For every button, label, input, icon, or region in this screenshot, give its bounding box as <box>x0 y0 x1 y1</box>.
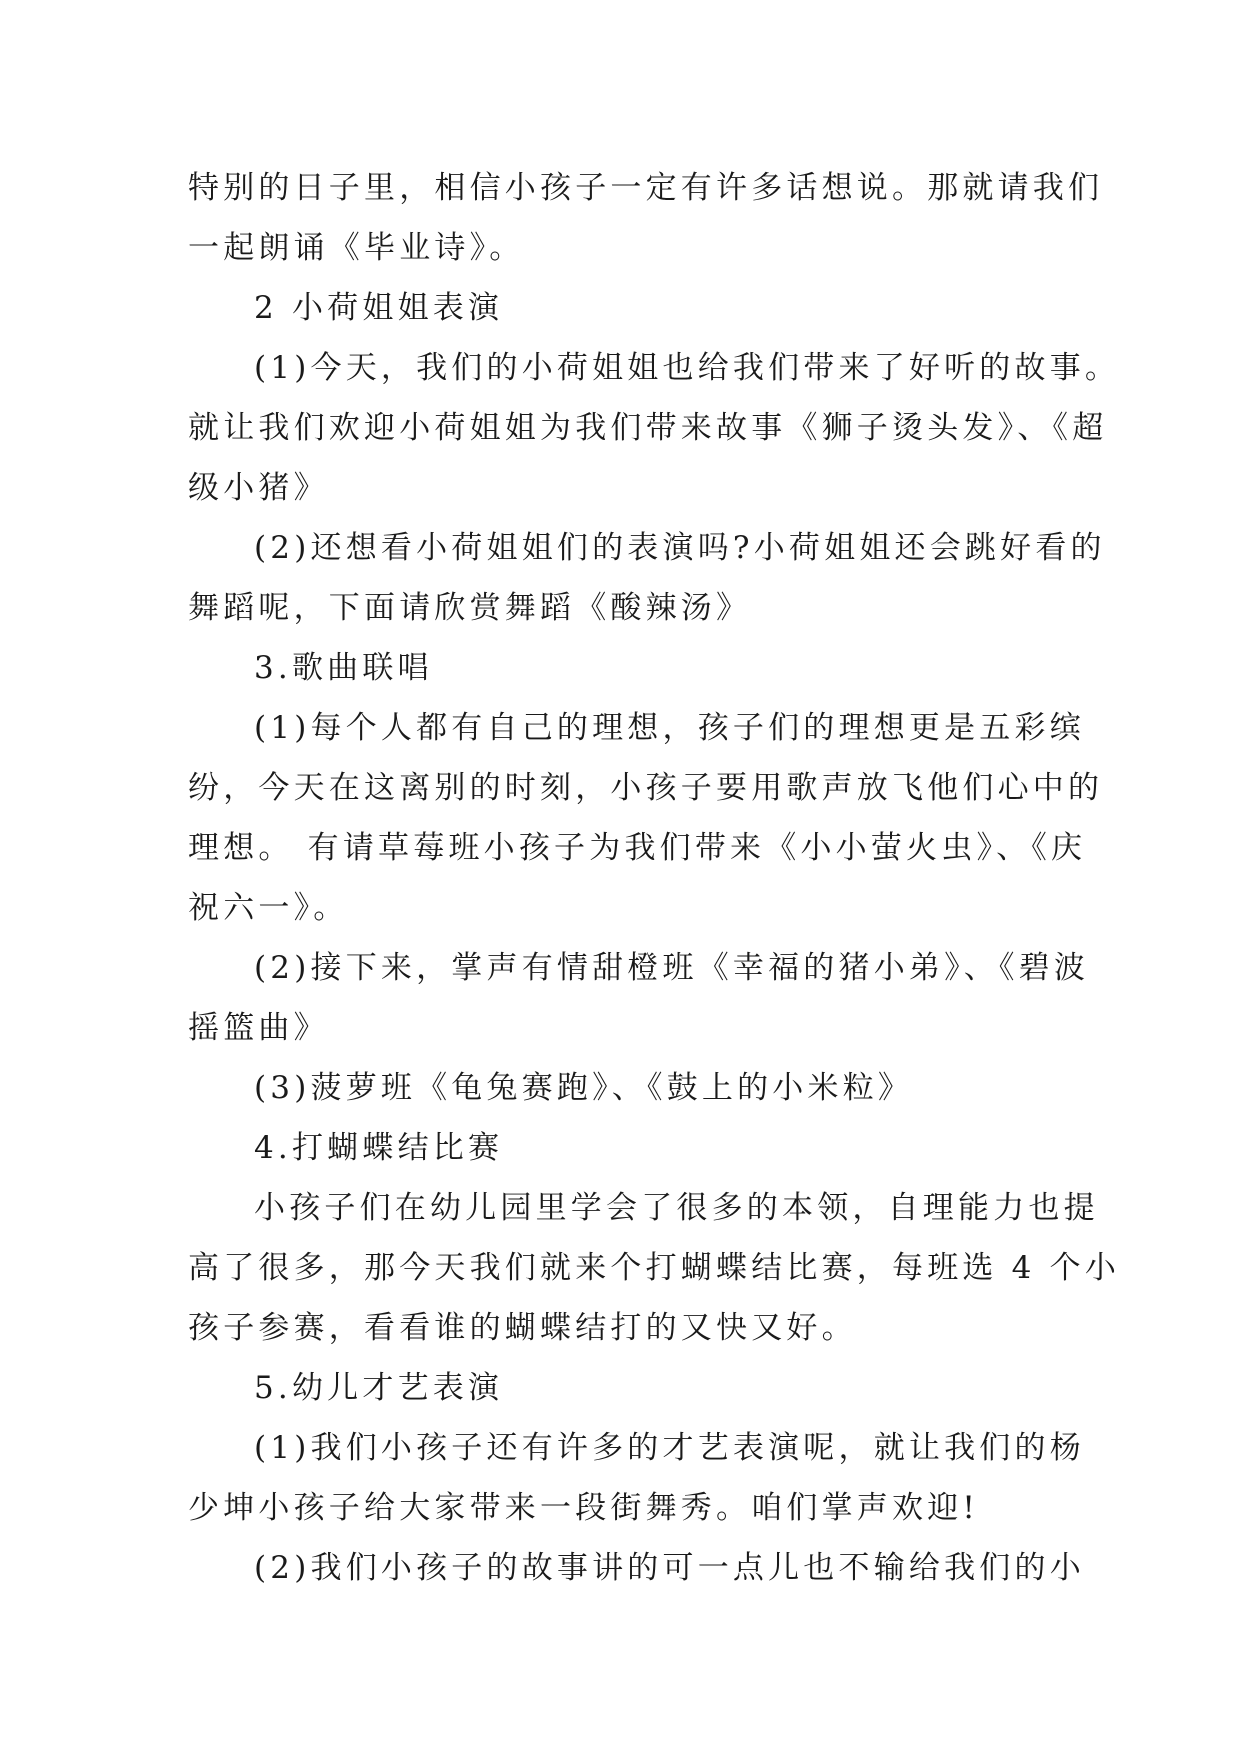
text-line: (1)我们小孩子还有许多的才艺表演呢，就让我们的杨 <box>254 1430 1085 1466</box>
text-line: 舞蹈呢，下面请欣赏舞蹈《酸辣汤》 <box>188 590 752 626</box>
text-line: 特别的日子里，相信小孩子一定有许多话想说。那就请我们 <box>188 170 1104 206</box>
text-line: 小孩子们在幼儿园里学会了很多的本领，自理能力也提 <box>254 1190 1099 1226</box>
text-line: (2)还想看小荷姐姐们的表演吗?小荷姐姐还会跳好看的 <box>254 530 1106 566</box>
text-line: 纷，今天在这离别的时刻，小孩子要用歌声放飞他们心中的 <box>188 770 1104 806</box>
section-heading: 2 小荷姐姐表演 <box>254 290 504 326</box>
text-line: 理想。 有请草莓班小孩子为我们带来《小小萤火虫》、《庆 <box>188 830 1087 866</box>
text-line: (3)菠萝班《龟兔赛跑》、《鼓上的小米粒》 <box>254 1070 914 1106</box>
text-line: 就让我们欢迎小荷姐姐为我们带来故事《狮子烫头发》、《超 <box>188 410 1108 446</box>
text-line: 级小猪》 <box>188 470 329 506</box>
document-body <box>188 158 1121 1598</box>
text-line: (1)今天，我们的小荷姐姐也给我们带来了好听的故事。 <box>254 350 1121 386</box>
text-line: 少坤小孩子给大家带来一段街舞秀。咱们掌声欢迎! <box>188 1490 980 1526</box>
text-line: (2)我们小孩子的故事讲的可一点儿也不输给我们的小 <box>254 1550 1085 1586</box>
text-line: (1)每个人都有自己的理想，孩子们的理想更是五彩缤 <box>254 710 1085 746</box>
text-line: 祝六一》。 <box>188 890 349 926</box>
section-heading: 4.打蝴蝶结比赛 <box>254 1130 504 1166</box>
text-line: 摇篮曲》 <box>188 1010 329 1046</box>
section-heading: 3.歌曲联唱 <box>254 650 433 686</box>
text-line: (2)接下来，掌声有情甜橙班《幸福的猪小弟》、《碧波 <box>254 950 1090 986</box>
section-heading: 5.幼儿才艺表演 <box>254 1370 504 1406</box>
text-line: 孩子参赛，看看谁的蝴蝶结打的又快又好。 <box>188 1310 857 1346</box>
text-line: 高了很多，那今天我们就来个打蝴蝶结比赛，每班选 4 个小 <box>188 1250 1121 1286</box>
text-line: 一起朗诵《毕业诗》。 <box>188 230 525 266</box>
